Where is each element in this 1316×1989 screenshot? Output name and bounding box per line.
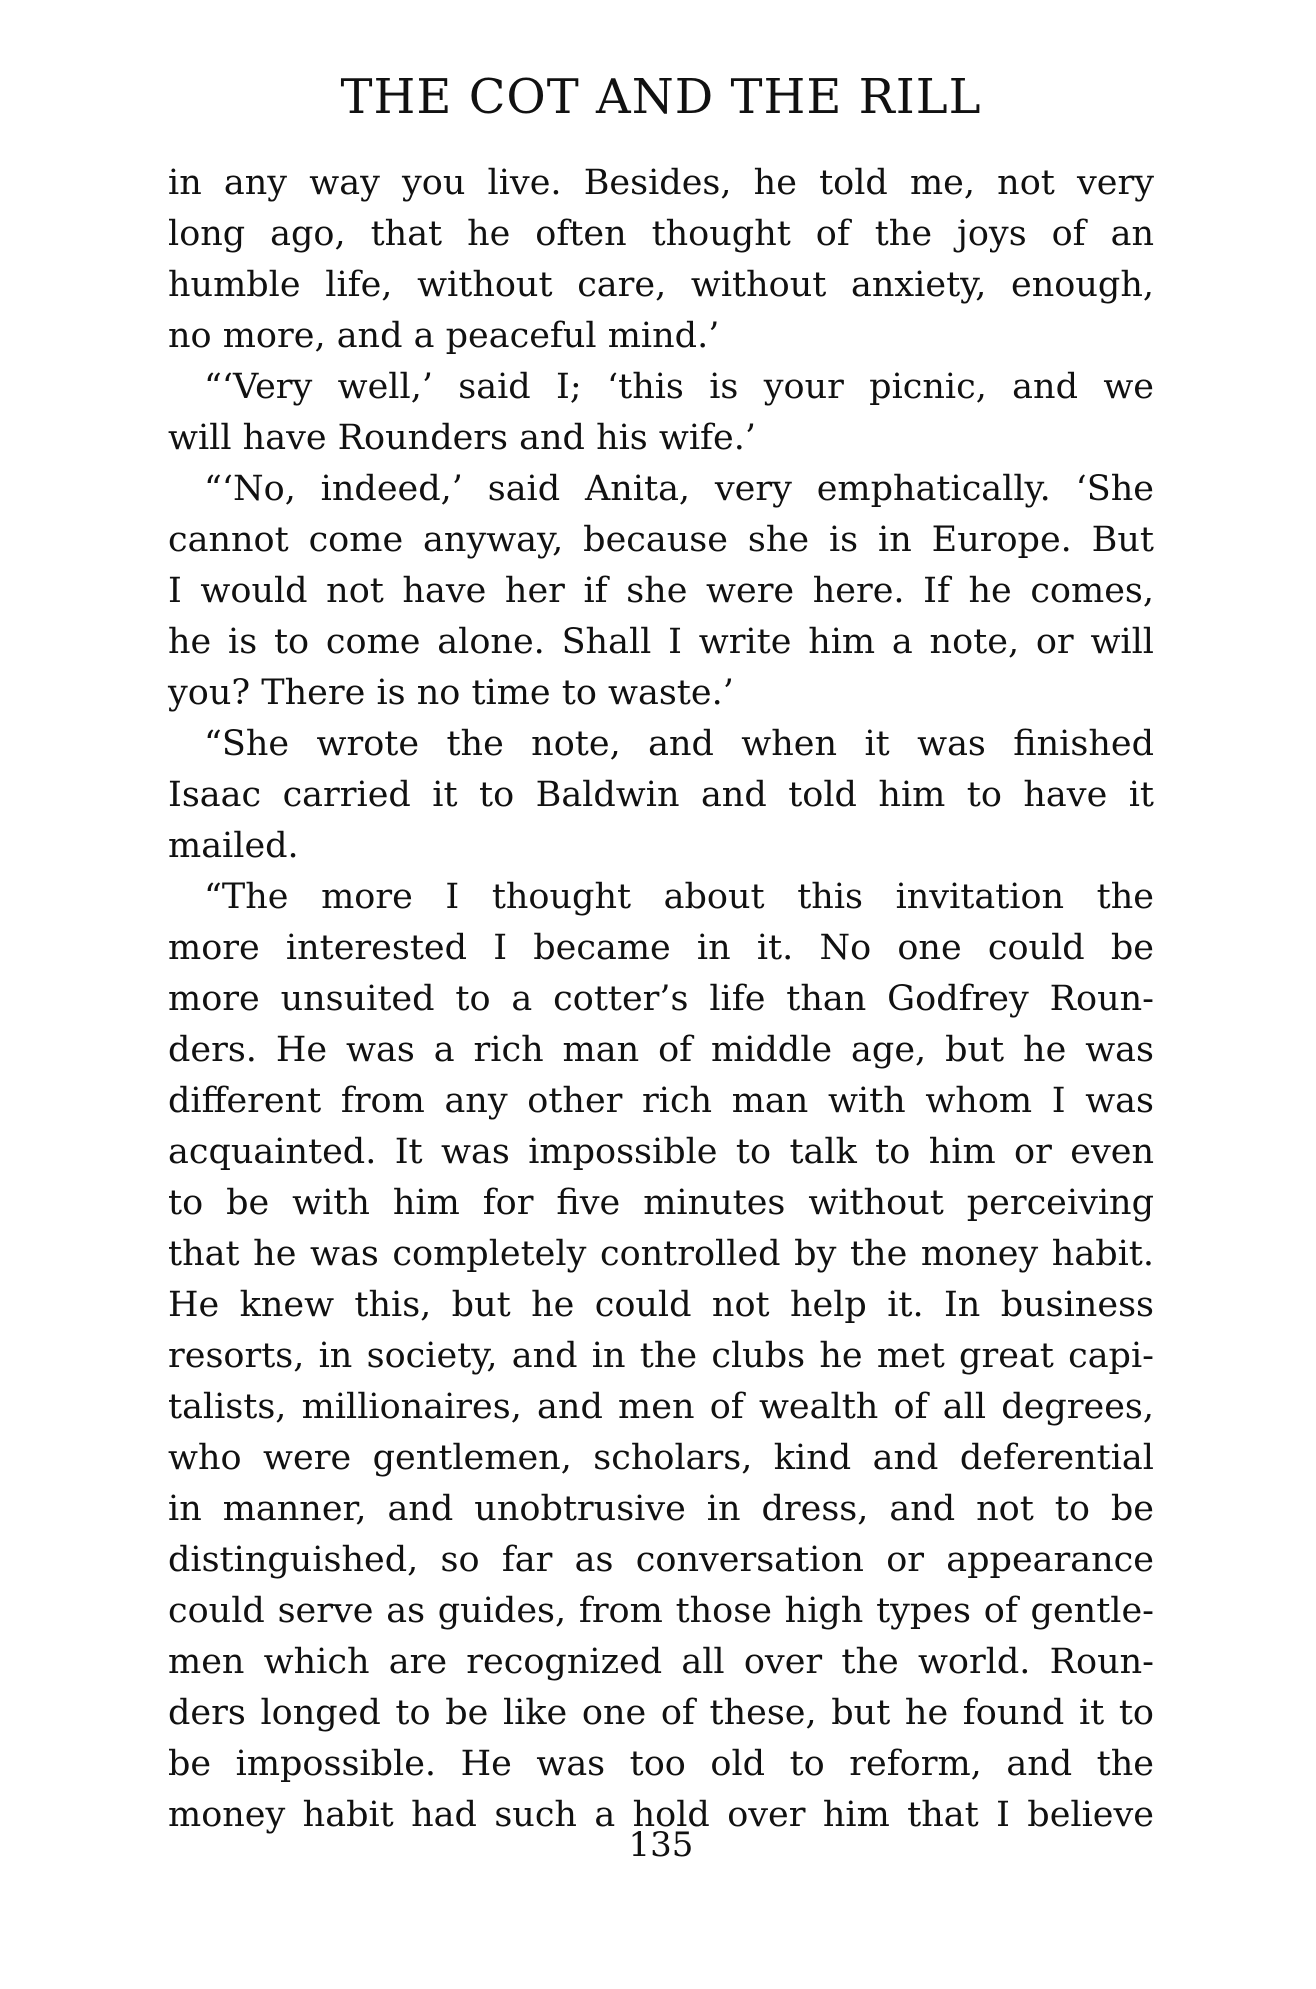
text-line: “She wrote the note, and when it was finished <box>204 724 1154 764</box>
text-line: who were gentlemen, scholars, kind and deferential <box>168 1438 1154 1478</box>
text-line: humble life, without care, without anxiety, enough, <box>168 265 1154 305</box>
text-line: “‘Very well,’ said I; ‘this is your picnic, and we <box>204 367 1154 407</box>
text-line: more unsuited to a cotter’s life than Godfrey Roun- <box>168 979 1154 1019</box>
text-line: that he was completely controlled by the money habit. <box>168 1234 1154 1274</box>
text-line: more interested I became in it. No one could be <box>168 928 1154 968</box>
body-text <box>168 158 1154 1841</box>
text-line: “‘No, indeed,’ said Anita, very emphatically. ‘She <box>204 469 1154 509</box>
text-line: acquainted. It was impossible to talk to him or even <box>168 1132 1154 1172</box>
text-line: resorts, in society, and in the clubs he met great capi- <box>168 1336 1154 1376</box>
text-line: could serve as guides, from those high types of gentle- <box>168 1591 1154 1631</box>
page-number: 135 <box>628 1825 694 1865</box>
text-line: in any way you live. Besides, he told me, not very <box>168 163 1154 203</box>
text-line: you? There is no time to waste.’ <box>168 673 734 713</box>
text-line: be impossible. He was too old to reform, and the <box>168 1744 1154 1784</box>
text-line: ders. He was a rich man of middle age, but he was <box>168 1030 1154 1070</box>
text-line: money habit had such a hold over him that I believe <box>168 1795 1154 1835</box>
text-line: talists, millionaires, and men of wealth of all degrees, <box>168 1387 1154 1427</box>
text-line: men which are recognized all over the world. Roun- <box>168 1642 1154 1682</box>
text-line: “The more I thought about this invitation the <box>204 877 1154 917</box>
running-title: THE COT AND THE RILL <box>340 69 982 125</box>
text-line: distinguished, so far as conversation or appearance <box>168 1540 1154 1580</box>
text-line: He knew this, but he could not help it. In business <box>168 1285 1154 1325</box>
text-line: different from any other rich man with whom I was <box>168 1081 1154 1121</box>
text-line: I would not have her if she were here. If he comes, <box>168 571 1154 611</box>
text-line: to be with him for five minutes without perceiving <box>168 1183 1154 1223</box>
text-line: cannot come anyway, because she is in Europe. But <box>168 520 1154 560</box>
text-line: mailed. <box>168 826 299 866</box>
text-line: he is to come alone. Shall I write him a note, or will <box>168 622 1154 662</box>
text-line: Isaac carried it to Baldwin and told him to have it <box>168 775 1154 815</box>
text-line: in manner, and unobtrusive in dress, and not to be <box>168 1489 1154 1529</box>
text-line: no more, and a peaceful mind.’ <box>168 316 720 356</box>
text-line: long ago, that he often thought of the joys of an <box>168 214 1154 254</box>
text-line: will have Rounders and his wife.’ <box>168 418 756 458</box>
text-line: ders longed to be like one of these, but he found it to <box>168 1693 1154 1733</box>
